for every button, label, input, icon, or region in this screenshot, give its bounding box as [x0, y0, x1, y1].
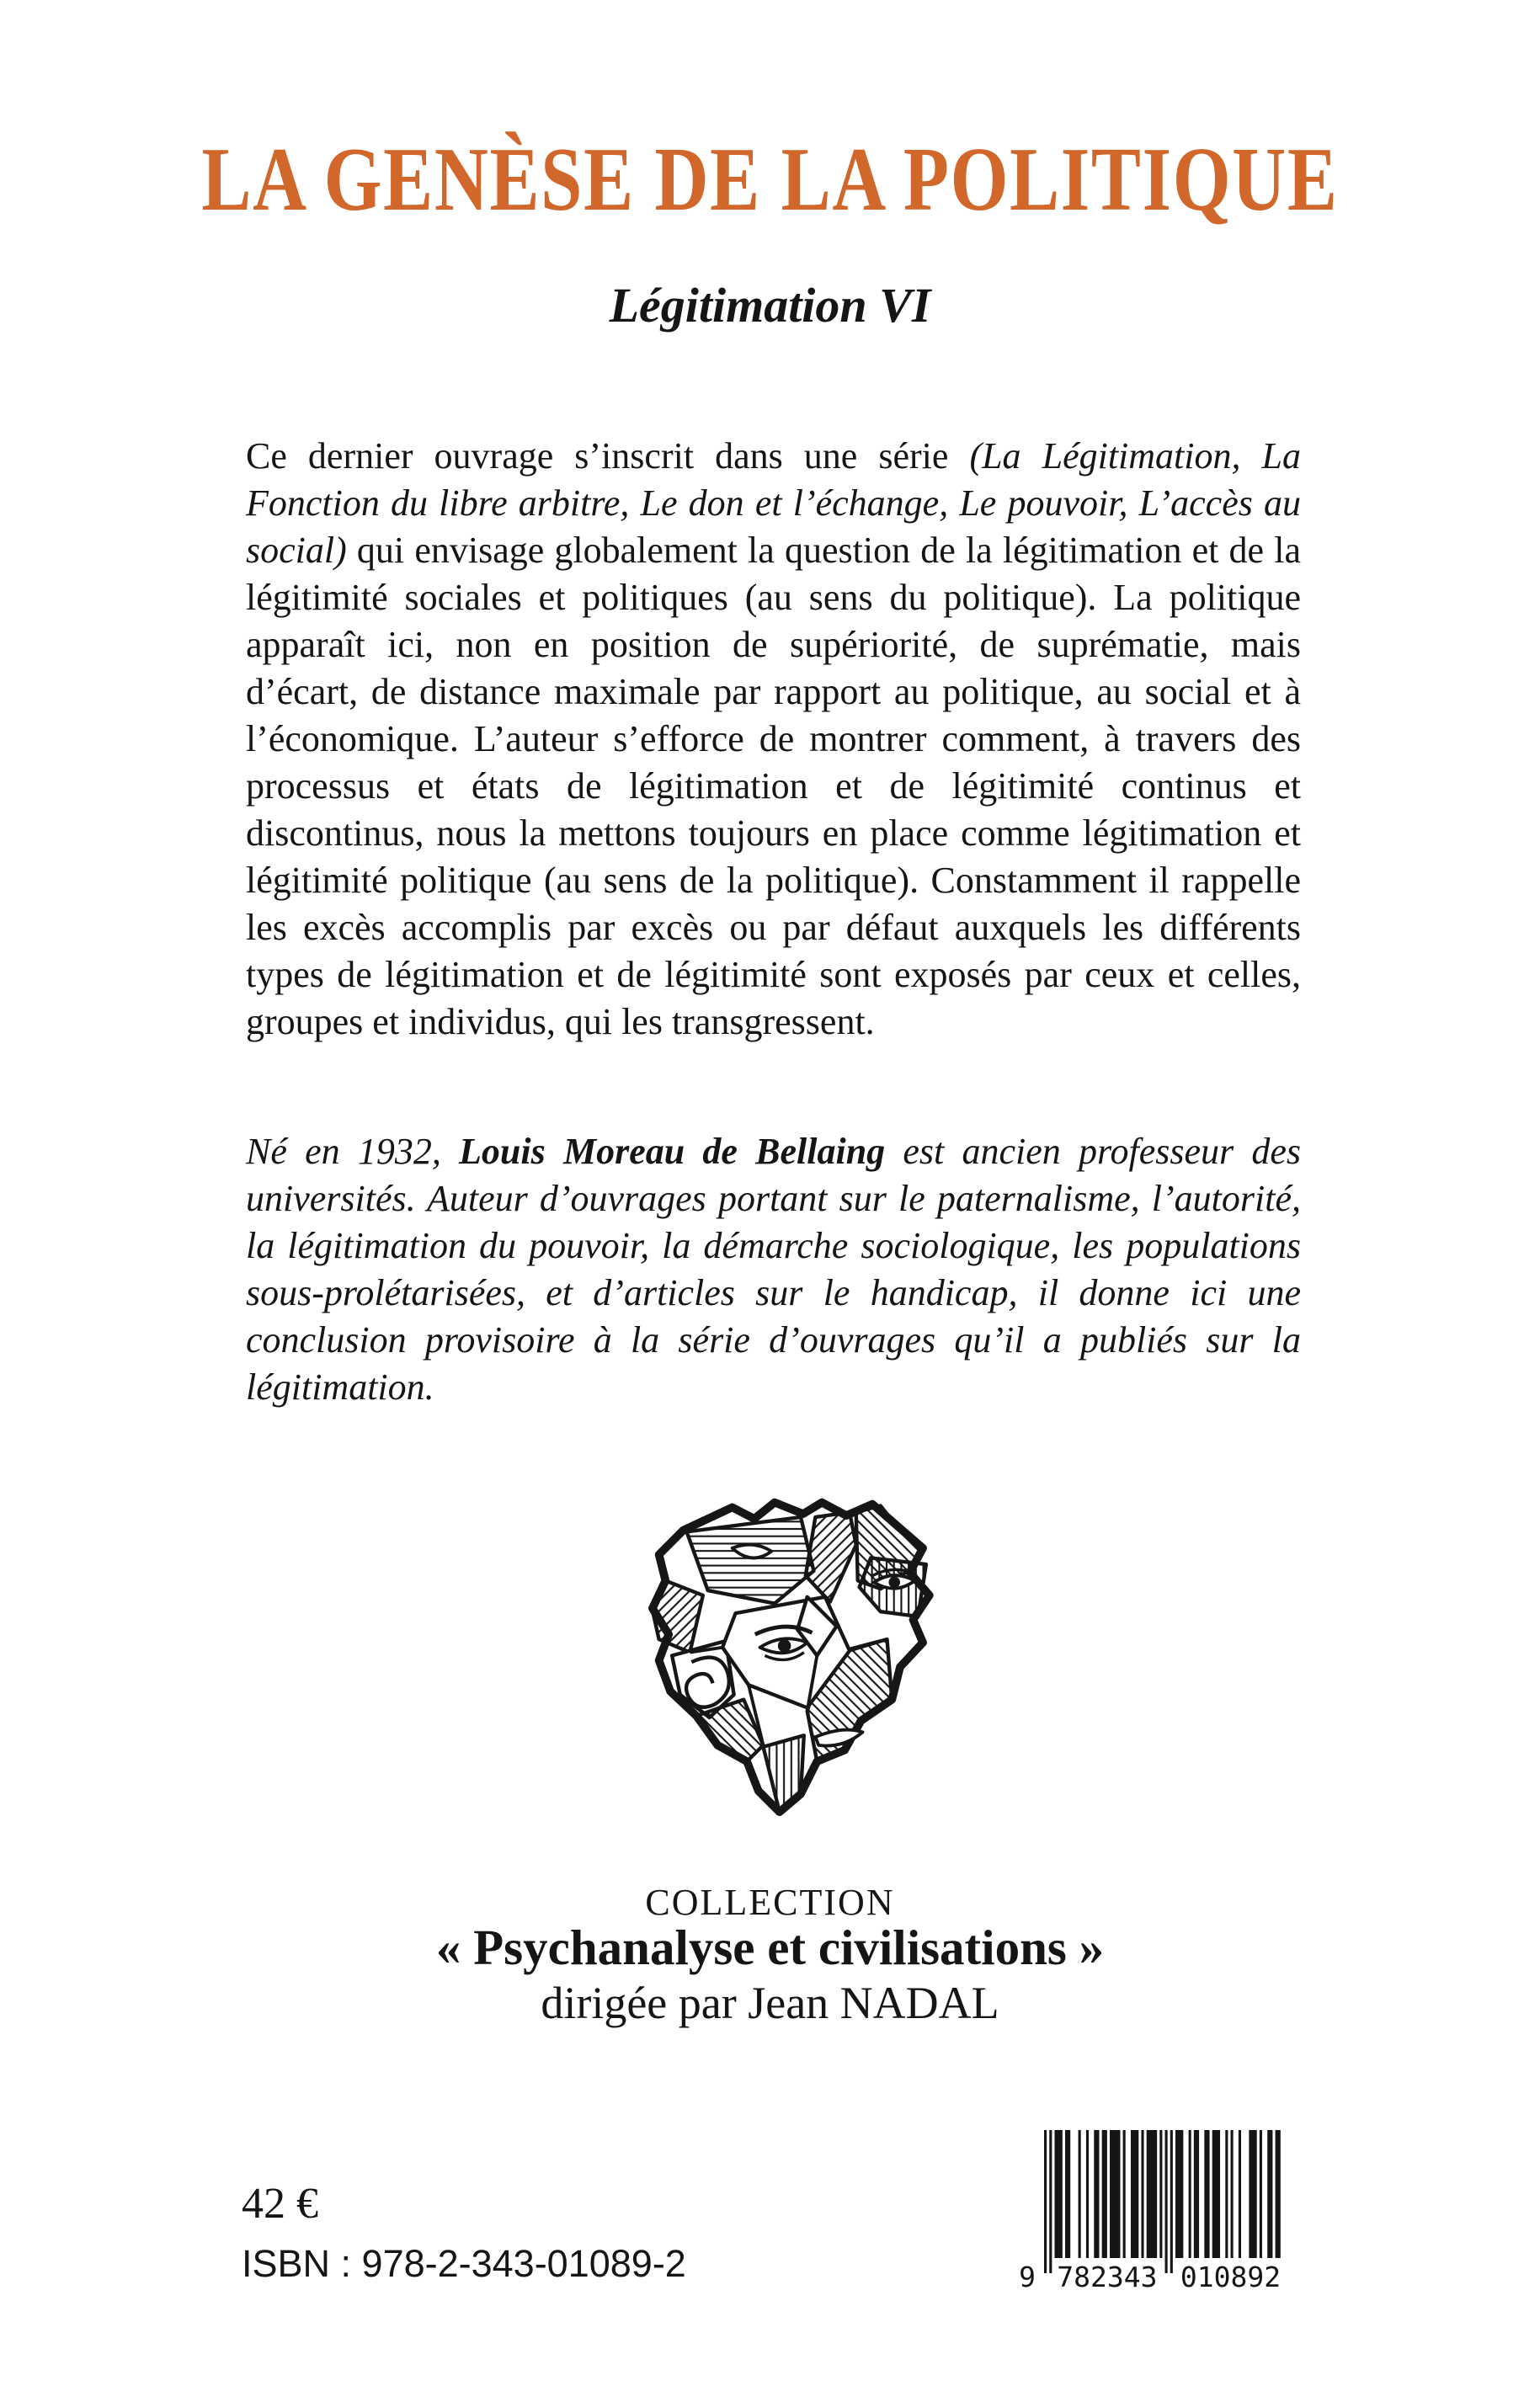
author-name: Louis Moreau de Bellaing	[459, 1131, 886, 1172]
author-bio-paragraph	[246, 1128, 1301, 1411]
bio-born: Né en 1932,	[246, 1131, 460, 1172]
ean13-barcode	[1015, 2130, 1293, 2292]
price: 42 €	[242, 2180, 318, 2228]
subtitle: Légitimation VI	[609, 278, 931, 333]
synopsis-rest: qui envisage globalement la question de la légitimation et de la légitimité sociales et politiques (au sens du politique). La politique apparaît ici, non en position de supériorité, de suprématie, mais d’écart, de distance maximale par rapport au politique, au social et à l’économique. L’auteur s’efforce de montrer comment, à travers des processus et états de légitimation et de légitimité continus et discontinus, nous la mettons toujours en place comme légitimation et légitimité politique (au sens de la politique). Constamment il rappelle les excès accomplis par excès ou par défaut auxquels les différents types de légitimation et de légitimité sont exposés par ceux et celles, groupes et individus, qui les transgressent.	[246, 530, 1301, 1042]
collection-director: dirigée par Jean NADAL	[541, 1978, 999, 2028]
synopsis-series-titles: (La Légitimation, La Fonction du libre arbitre, Le don et l’échange, Le pouvoir, L’accès au social)	[246, 435, 1302, 571]
collection-name: « Psychanalyse et civilisations »	[435, 1920, 1105, 1975]
cover-illustration	[608, 1467, 941, 1817]
page-title: LA GENÈSE DE LA POLITIQUE	[201, 130, 1339, 230]
synopsis-paragraph	[246, 433, 1301, 1046]
barcode-digits: 782343	[1057, 2261, 1158, 2292]
barcode-digits: 010892	[1180, 2261, 1282, 2292]
isbn: ISBN : 978-2-343-01089-2	[242, 2242, 686, 2285]
synopsis-lead: Ce dernier ouvrage s’inscrit dans une série	[246, 435, 970, 477]
barcode-digits: 9	[1019, 2261, 1036, 2292]
bio-rest: est ancien professeur des universités. Auteur d’ouvrages portant sur le paternalisme, l’autorité, la légitimation du pouvoir, la démarche sociologique, les populations sous-prolétarisées, et d’articles sur le handicap, il donne ici une conclusion provisoire à la série d’ouvrages qu’il a publiés sur la légitimation.	[246, 1131, 1301, 1408]
collection-label: COLLECTION	[645, 1882, 895, 1923]
